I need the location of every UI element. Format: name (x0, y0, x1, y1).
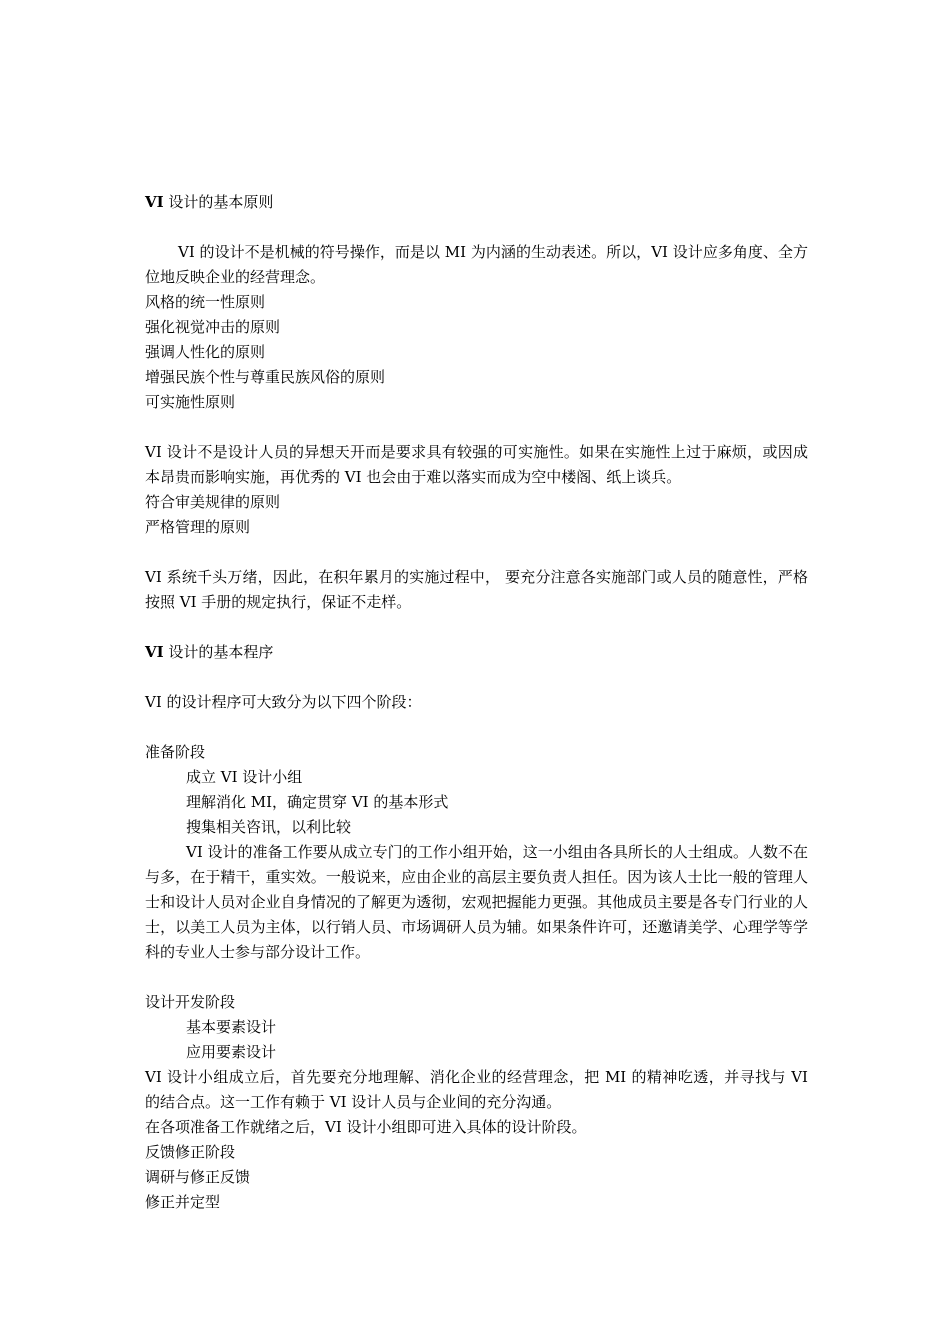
procedure-heading-text: 设计的基本程序 (163, 643, 274, 661)
spacer (145, 215, 808, 240)
feedback-stage-item: 调研与修正反馈 (145, 1168, 251, 1186)
principle-item: 风格的统一性原则 (145, 293, 266, 311)
principles-heading-text: 设计的基本原则 (163, 193, 274, 211)
dev-stage-item: 基本要素设计 (186, 1018, 277, 1036)
principles-intro: VI 的设计不是机械的符号操作，而是以 MI 为内涵的生动表述。所以，VI 设计应多角度、全方位地反映企业的经营理念。 (145, 243, 808, 286)
feedback-stage-item: 修正并定型 (145, 1193, 221, 1211)
dev-stage-item: 应用要素设计 (186, 1043, 277, 1061)
spacer (145, 540, 808, 565)
principle-item: 可实施性原则 (145, 393, 236, 411)
dev-stage-title: 设计开发阶段 (145, 993, 236, 1011)
spacer (145, 965, 808, 990)
feasibility-paragraph: VI 设计不是设计人员的异想天开而是要求具有较强的可实施性。如果在实施性上过于麻烦，或因成本昂贵而影响实施，再优秀的 VI 也会由于难以落实而成为空中楼阁、纸上谈兵。 (145, 443, 808, 486)
prep-stage-body: VI 设计的准备工作要从成立专门的工作小组开始，这一小组由各具所长的人士组成。人数不在与多，在于精干，重实效。一般说来，应由企业的高层主要负责人担任。因为该人士比一般的管理人士和设计人员对企业自身情况的了解更为透彻，宏观把握能力更强。其他成员主要是各专门行业的人士，以美工人员为主体，以行销人员、市场调研人员为辅。如果条件许可，还邀请美学、心理学等学科的专业人士参与部分设计工作。 (145, 843, 808, 961)
dev-stage-note: 在各项准备工作就绪之后，VI 设计小组即可进入具体的设计阶段。 (145, 1118, 587, 1136)
prep-stage-item: 搜集相关咨讯，以利比较 (186, 818, 352, 836)
principles-heading (145, 190, 808, 215)
dev-stage-body: VI 设计小组成立后，首先要充分地理解、消化企业的经营理念，把 MI 的精神吃透，并寻找与 VI 的结合点。这一工作有赖于 VI 设计人员与企业间的充分沟通。 (145, 1068, 808, 1111)
principle-item: 强化视觉冲击的原则 (145, 318, 281, 336)
management-paragraph: VI 系统千头万绪，因此，在积年累月的实施过程中， 要充分注意各实施部门或人员的随意性，严格按照 VI 手册的规定执行，保证不走样。 (145, 568, 808, 611)
principle-item: 增强民族个性与尊重民族风俗的原则 (145, 368, 386, 386)
prep-stage-item: 成立 VI 设计小组 (186, 768, 303, 786)
principles-heading-prefix: VI (145, 193, 164, 211)
spacer (145, 615, 808, 640)
principle-item: 强调人性化的原则 (145, 343, 266, 361)
procedure-heading-prefix: VI (145, 643, 164, 661)
principle-item: 严格管理的原则 (145, 518, 251, 536)
spacer (145, 715, 808, 740)
procedure-heading (145, 640, 808, 665)
spacer (145, 415, 808, 440)
prep-stage-title: 准备阶段 (145, 743, 206, 761)
feedback-stage-title: 反馈修正阶段 (145, 1143, 236, 1161)
document-page (145, 190, 808, 1215)
principle-item: 符合审美规律的原则 (145, 493, 281, 511)
prep-stage-item: 理解消化 MI，确定贯穿 VI 的基本形式 (186, 793, 449, 811)
spacer (145, 665, 808, 690)
procedure-intro: VI 的设计程序可大致分为以下四个阶段： (145, 693, 422, 711)
